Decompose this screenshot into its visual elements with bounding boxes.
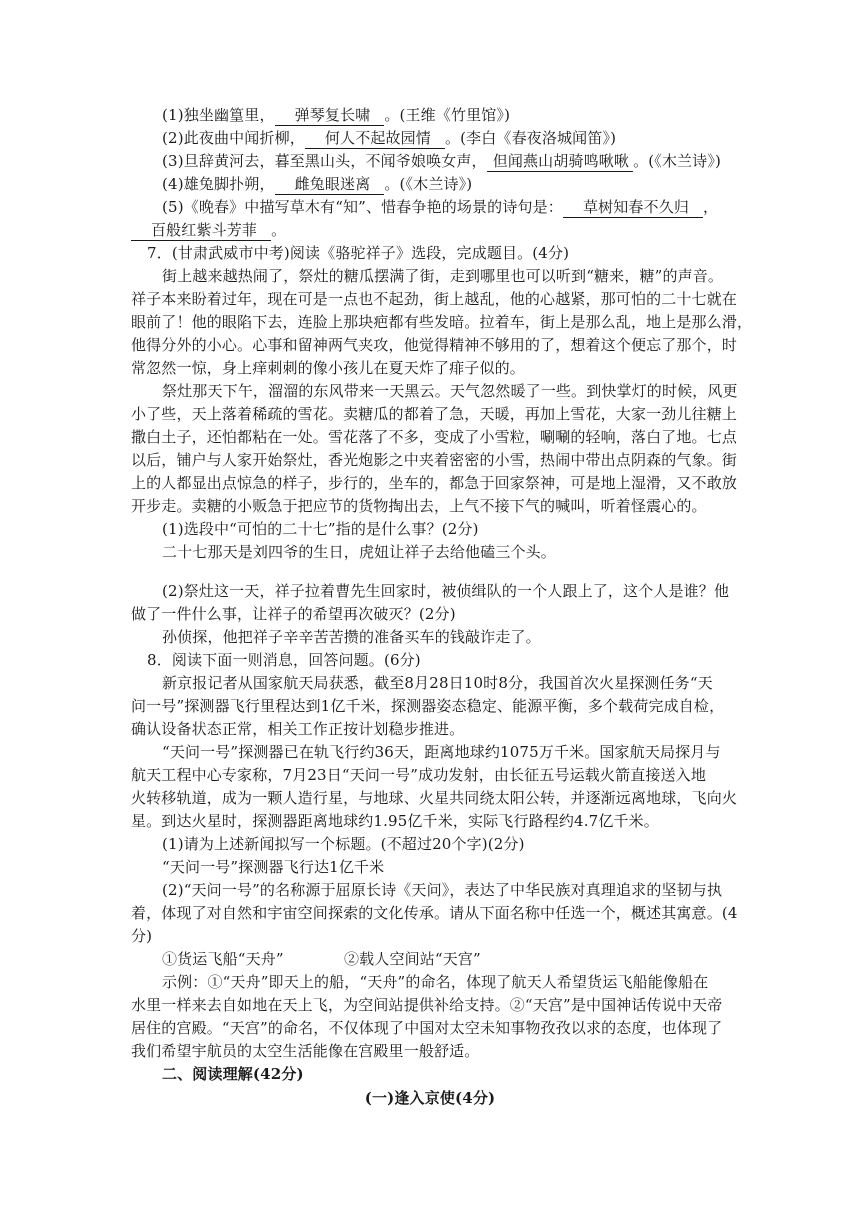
q8-p2-line-2: 航天工程中心专家称，7月23日“天问一号”成功发射，由长征五号运载火箭直接送入地 xyxy=(131,766,706,784)
q6-item-4-source: 。(《木兰诗》) xyxy=(384,175,473,193)
q7-sub2-question-line-1: (2)祭灶这一天，祥子拉着曹先生回家时，被侦缉队的一个人跟上了，这个人是谁？他 xyxy=(162,582,730,600)
q7-p2-line-6: 开步走。卖糖的小贩急于把应节的货物掏出去，上气不接下气的喊叫，听着怪震心的。 xyxy=(131,497,707,515)
q8-example-line-1: 示例：①“天舟”即天上的船，“天舟”的命名，体现了航天人希望货运飞船能像船在 xyxy=(162,973,709,991)
q7-sub1-answer: 二十七那天是刘四爷的生日，虎妞让祥子去给他磕三个头。 xyxy=(162,543,556,561)
q7-p2-line-1: 祭灶那天下午，溜溜的东风带来一天黑云。天气忽然暖了一些。到快掌灯的时候，风更 xyxy=(162,382,738,400)
q6-item-2-prompt: (2)此夜曲中闻折柳， xyxy=(162,129,305,147)
q7-p2-line-3: 撒白土子，还怕都粘在一处。雪花落了不多，变成了小雪粒，唰唰的轻响，落白了地。七点 xyxy=(131,428,738,446)
q8-p1-line-2: 问一号”探测器飞行里程达到1亿千米，探测器姿态稳定、能源平衡，多个载荷完成自检， xyxy=(131,697,725,715)
q8-example-line-2: 水里一样来去自如地在天上飞，为空间站提供补给支持。②“天宫”是中国神话传说中天帝 xyxy=(131,996,723,1014)
q8-sub1-answer: “天问一号”探测器飞行达1亿千米 xyxy=(162,858,385,876)
q6-item-1-source: 。(王维《竹里馆》) xyxy=(384,106,511,124)
q6-item-1 xyxy=(162,104,510,126)
q6-item-5-line1 xyxy=(162,196,718,218)
section-2-subheading: (一)逢入京使(4分) xyxy=(364,1089,496,1107)
q7-sub1-question: (1)选段中“可怕的二十七”指的是什么事？(2分) xyxy=(162,520,479,538)
q8-example-line-3: 居住的宫殿。“天宫”的命名，不仅体现了中国对太空未知事物孜孜以求的态度，也体现了 xyxy=(131,1019,723,1037)
q8-sub2-question-line-3: 分) xyxy=(131,927,153,945)
q6-item-3-answer: 但闻燕山胡骑鸣啾啾 xyxy=(487,152,633,172)
q6-item-2-source: 。(李白《春夜洛城闻笛》) xyxy=(444,129,617,147)
q7-p1-line-2: 祥子本来盼着过年，现在可是一点也不起劲，街上越乱，他的心越紧，那可怕的二十七就在 xyxy=(131,290,738,308)
q6-item-4-answer: 雌兔眼迷离 xyxy=(275,175,385,195)
q8-sub1-question: (1)请为上述新闻拟写一个标题。(不超过20个字)(2分) xyxy=(162,835,525,853)
q6-item-3-source: 。(《木兰诗》) xyxy=(633,152,721,170)
q7-sub2-answer: 孙侦探，他把祥子辛辛苦苦攒的准备买车的钱敲诈走了。 xyxy=(162,628,541,646)
q8-sub2-question-line-1: (2)“天问一号”的名称源于屈原长诗《天问》，表达了中华民族对真理追求的坚韧与执 xyxy=(162,881,723,899)
q6-item-5-line2 xyxy=(131,219,286,241)
q7-p2-line-2: 小了些，天上落着稀疏的雪花。卖糖瓜的都着了急，天暖，再加上雪花，大家一劲儿往糖上 xyxy=(131,405,738,423)
q6-item-5-period: 。 xyxy=(271,221,287,239)
q6-item-4 xyxy=(162,173,472,195)
q7-sub2-question-line-2: 做了一件什么事，让祥子的希望再次破灭？(2分) xyxy=(131,605,456,623)
q7-p2-line-4: 以后，铺户与人家开始祭灶，香光炮影之中夹着密密的小雪，热闹中带出点阴森的气象。街 xyxy=(131,451,738,469)
q8-p2-line-4: 星。到达火星时，探测器距离地球约1.95亿千米，实际飞行路程约4.7亿千米。 xyxy=(131,812,659,830)
q6-item-2-answer: 何人不起故园情 xyxy=(305,129,445,149)
q8-option-2: ②载人空间站“天宫” xyxy=(344,950,481,968)
q8-example-line-4: 我们希望宇航员的太空生活能像在宫殿里一般舒适。 xyxy=(131,1042,480,1060)
q8-p1-line-1: 新京报记者从国家航天局获悉，截至8月28日10时8分，我国首次火星探测任务“天 xyxy=(162,674,713,692)
q6-item-1-answer: 弹琴复长啸 xyxy=(275,106,385,126)
q8-sub2-question-line-2: 着，体现了对自然和宇宙空间探索的文化传承。请从下面名称中任选一个，概述其寓意。(4 xyxy=(131,904,738,922)
q6-item-2 xyxy=(162,127,616,149)
q8-p2-line-3: 火转移轨道，成为一颗人造行星，与地球、火星共同绕太阳公转，并逐渐远离地球，飞向火 xyxy=(131,789,738,807)
q6-item-5-comma: ， xyxy=(703,198,719,216)
q7-p1-line-5: 常忽然一惊，身上痒刺刺的像小孩儿在夏天炸了痱子似的。 xyxy=(131,359,525,377)
q6-item-5-prompt: (5)《晚春》中描写草木有“知”、惜春争艳的场景的诗句是： xyxy=(162,198,563,216)
q7-p1-line-4: 他得分外的小心。心事和留神两气夹攻，他觉得精神不够用的了，想着这个便忘了那个，时 xyxy=(131,336,738,354)
q8-title: 8．阅读下面一则消息，回答问题。(6分) xyxy=(147,651,421,669)
q6-item-1-prompt: (1)独坐幽篁里， xyxy=(162,106,275,124)
q7-p1-line-1: 街上越来越热闹了，祭灶的糖瓜摆满了街，走到哪里也可以听到“糖来，糖”的声音。 xyxy=(162,267,724,285)
q7-p2-line-5: 上的人都显出点惊急的样子，步行的，坐车的，都急于回家祭神，可是地上湿滑，又不敢放 xyxy=(131,474,738,492)
q6-item-3-prompt: (3)旦辞黄河去，暮至黑山头，不闻爷娘唤女声， xyxy=(162,152,487,170)
q6-item-5-answer-1: 草树知春不久归 xyxy=(563,198,703,218)
section-2-heading: 二、阅读理解(42分) xyxy=(162,1065,304,1083)
q8-option-1: ①货运飞船“天舟” xyxy=(162,950,284,968)
q8-p1-line-3: 确认设备状态正常，相关工作正按计划稳步推进。 xyxy=(131,720,465,738)
q8-p2-line-1: “天问一号”探测器已在轨飞行约36天，距离地球约1075万千米。国家航天局探月与 xyxy=(162,743,721,761)
q6-item-5-answer-2: 百般红紫斗芳菲 xyxy=(131,221,271,241)
q7-p1-line-3: 眼前了！他的眼陷下去，连脸上那块疤都有些发暗。拉着车，街上是那么乱，地上是那么滑， xyxy=(131,313,753,331)
q6-item-4-prompt: (4)雄兔脚扑朔， xyxy=(162,175,275,193)
q6-item-3 xyxy=(162,150,721,172)
q7-title: 7．(甘肃武威市中考)阅读《骆驼祥子》选段，完成题目。(4分) xyxy=(147,244,570,262)
